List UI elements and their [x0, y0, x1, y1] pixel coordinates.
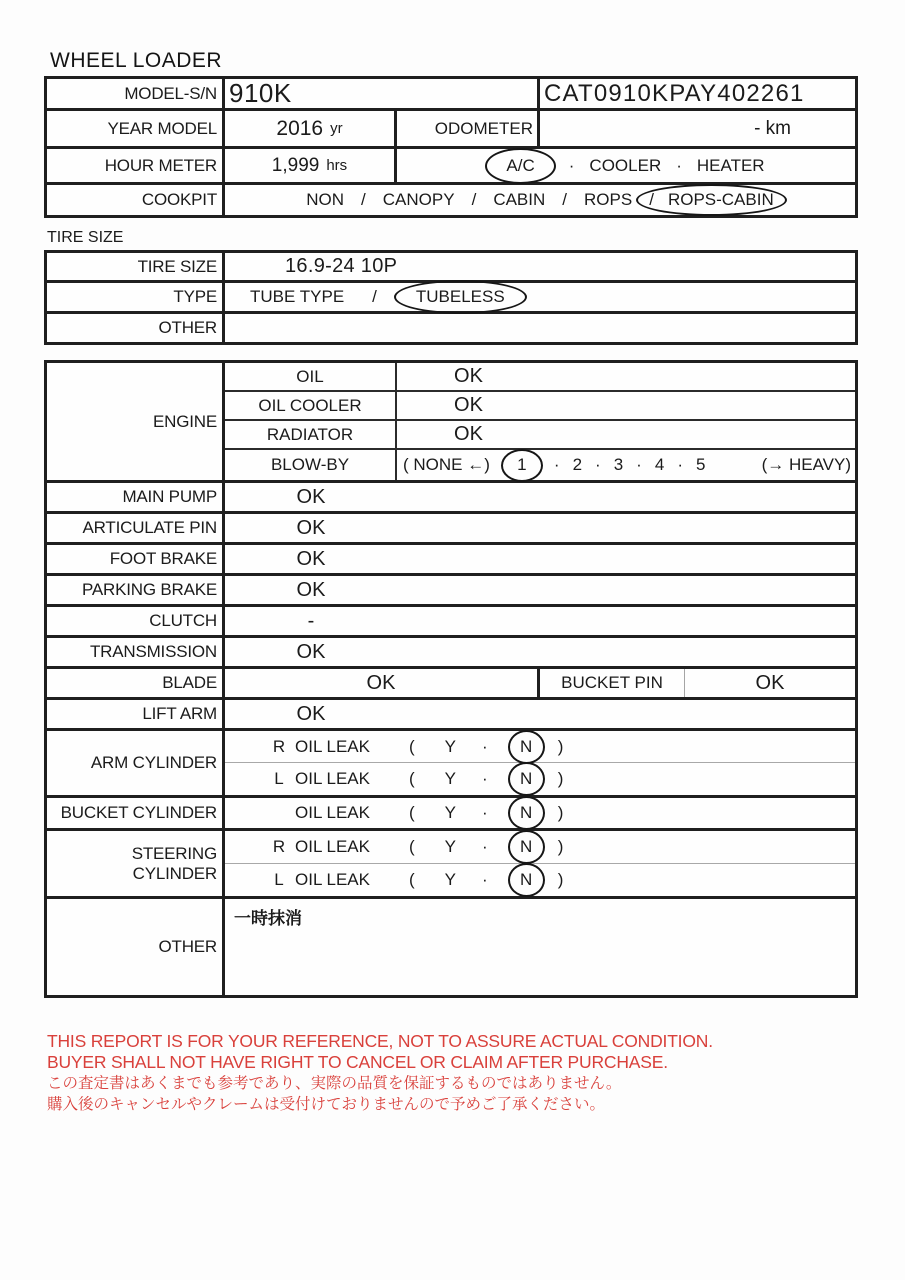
- blowby-heavy-label: (→ HEAVY): [761, 455, 851, 474]
- section-engine: [47, 363, 855, 483]
- disclaimer: [47, 1031, 713, 1115]
- paren-open: (: [409, 769, 415, 788]
- oil-value: OK: [454, 365, 483, 387]
- transmission-label: TRANSMISSION: [47, 638, 225, 666]
- row-transmission: [47, 638, 855, 669]
- blowby-5: 5: [695, 455, 706, 474]
- paren-close: ): [557, 769, 564, 788]
- option-non: NON: [306, 190, 345, 209]
- row-tire-type: [47, 283, 855, 314]
- separator-slash: /: [471, 190, 477, 209]
- model-value: 910K: [225, 79, 540, 108]
- oil-cooler-value: OK: [454, 394, 483, 416]
- tire-size-value: 16.9-24 10P: [285, 255, 398, 277]
- year-model-value: [225, 111, 397, 146]
- paren-open: (: [409, 837, 415, 856]
- option-yes: Y: [444, 736, 457, 756]
- engine-label: ENGINE: [47, 363, 225, 480]
- tire-other-value: [225, 314, 855, 342]
- row-blade: [47, 669, 855, 700]
- year-unit: yr: [330, 120, 343, 137]
- selected-circle-no: [508, 830, 545, 864]
- main-pump-value: OK: [296, 485, 326, 508]
- row-engine-radiator: [225, 421, 855, 450]
- oil-cooler-label: OIL COOLER: [225, 392, 397, 419]
- option-ac: A/C: [506, 155, 535, 175]
- foot-brake-value: OK: [296, 547, 326, 570]
- tire-section-label: TIRE SIZE: [47, 229, 124, 246]
- separator-dot: ·: [553, 455, 560, 474]
- selected-circle-blowby-1: [501, 449, 543, 482]
- separator-dot: ·: [482, 803, 488, 822]
- lift-arm-label: LIFT ARM: [47, 700, 225, 728]
- tire-type-label: TYPE: [47, 283, 225, 311]
- parking-brake-label: PARKING BRAKE: [47, 576, 225, 604]
- side-prefix: R: [272, 736, 286, 756]
- option-yes: Y: [444, 769, 457, 788]
- separator-dot: ·: [677, 455, 683, 474]
- option-tubeless: TUBELESS: [415, 287, 505, 306]
- row-engine-blowby: [225, 450, 855, 480]
- bucket-pin-value: OK: [755, 671, 785, 694]
- row-cockpit: [47, 185, 855, 215]
- row-engine-oil: [225, 363, 855, 392]
- selected-circle-ac: [485, 148, 555, 184]
- row-hour-climate: [47, 149, 855, 185]
- row-main-pump: [47, 483, 855, 514]
- option-no: N: [520, 803, 533, 822]
- transmission-value: OK: [296, 640, 326, 663]
- separator-slash: /: [562, 190, 568, 209]
- paren-open: (: [409, 870, 415, 889]
- separator-dot: ·: [568, 155, 575, 175]
- model-sn-label: MODEL-S/N: [47, 79, 225, 108]
- row-lift-arm: [47, 700, 855, 731]
- bucket-pin-label: BUCKET PIN: [540, 669, 685, 697]
- blowby-label: BLOW-BY: [225, 450, 397, 480]
- row-parking-brake: [47, 576, 855, 607]
- page-title: WHEEL LOADER: [50, 49, 223, 72]
- separator-slash: /: [361, 190, 366, 209]
- option-tube-type: TUBE TYPE: [250, 287, 345, 306]
- hours-value: 1,999: [271, 154, 320, 176]
- radiator-label: RADIATOR: [225, 421, 397, 448]
- option-rops-cabin: ROPS-CABIN: [667, 190, 774, 209]
- blowby-4: 4: [654, 455, 665, 474]
- disclaimer-line-en-2: BUYER SHALL NOT HAVE RIGHT TO CANCEL OR CLAIM AFTER PURCHASE.: [47, 1052, 668, 1072]
- selected-circle-no: [508, 762, 545, 796]
- option-no: N: [520, 769, 533, 788]
- odometer-label: ODOMETER: [397, 111, 540, 146]
- paren-close: ): [557, 870, 564, 889]
- option-no: N: [520, 870, 533, 889]
- option-cabin: CABIN: [493, 190, 546, 209]
- bucket-cylinder-label: BUCKET CYLINDER: [47, 798, 225, 828]
- section-bucket-cylinder: [47, 798, 855, 831]
- row-clutch: [47, 607, 855, 638]
- row-steering-cylinder-r: [225, 831, 855, 864]
- side-prefix: L: [274, 870, 284, 889]
- tire-size-label: TIRE SIZE: [47, 253, 225, 280]
- separator-dot: ·: [482, 736, 488, 756]
- cockpit-options: [225, 185, 855, 215]
- section-other: [47, 899, 855, 995]
- selected-circle-tubeless: [394, 280, 527, 314]
- oil-leak-label: OIL LEAK: [295, 837, 370, 856]
- option-yes: Y: [444, 870, 457, 889]
- parking-brake-value: OK: [296, 578, 326, 601]
- blowby-2: 2: [572, 455, 583, 474]
- hour-meter-value: [225, 149, 397, 182]
- oil-leak-label: OIL LEAK: [295, 870, 370, 889]
- blowby-scale: [397, 455, 855, 475]
- disclaimer-line-jp-2: 購入後のキャンセルやクレームは受付けておりませんので予めご了承ください。: [47, 1096, 606, 1113]
- option-heater: HEATER: [696, 155, 765, 175]
- row-arm-cylinder-r: [225, 731, 855, 763]
- blowby-none-label: ( NONE ←): [403, 455, 490, 474]
- row-model-sn: [47, 79, 855, 111]
- foot-brake-label: FOOT BRAKE: [47, 545, 225, 573]
- option-no: N: [520, 837, 533, 856]
- blade-value: OK: [225, 669, 540, 697]
- header-table: [44, 76, 858, 218]
- paren-close: ): [557, 803, 564, 822]
- separator-dot: ·: [482, 837, 488, 856]
- oil-leak-label: OIL LEAK: [295, 736, 370, 756]
- oil-leak-label: OIL LEAK: [295, 769, 370, 788]
- option-yes: Y: [444, 837, 457, 856]
- tire-type-options: [225, 283, 855, 311]
- hours-unit: hrs: [326, 157, 348, 174]
- arm-cylinder-label: ARM CYLINDER: [47, 731, 225, 795]
- blowby-3: 3: [613, 455, 624, 474]
- selected-circle-no: [508, 730, 545, 764]
- serial-number-value: CAT0910KPAY402261: [544, 79, 805, 107]
- row-tire-other: [47, 314, 855, 342]
- separator-slash: /: [372, 287, 377, 306]
- separator-dot: ·: [676, 155, 682, 175]
- clutch-value: -: [307, 609, 315, 632]
- cockpit-label: COOKPIT: [47, 185, 225, 215]
- row-arm-cylinder-l: [225, 763, 855, 795]
- main-pump-label: MAIN PUMP: [47, 483, 225, 511]
- odometer-value: - km: [754, 117, 791, 139]
- paren-close: ): [557, 837, 564, 856]
- paren-close: ): [557, 736, 564, 756]
- separator-dot: ·: [595, 455, 601, 474]
- tire-table: [44, 250, 858, 345]
- section-arm-cylinder: [47, 731, 855, 798]
- row-year-odometer: [47, 111, 855, 149]
- paren-open: (: [409, 736, 415, 756]
- disclaimer-line-jp-1: この査定書はあくまでも参考であり、実際の品質を保証するものではありません。: [47, 1075, 622, 1092]
- separator-dot: ·: [482, 870, 488, 889]
- option-yes: Y: [444, 803, 457, 822]
- blade-label: BLADE: [47, 669, 225, 697]
- articulate-pin-value: OK: [296, 516, 326, 539]
- row-foot-brake: [47, 545, 855, 576]
- oil-leak-label: OIL LEAK: [295, 803, 370, 822]
- row-engine-oil-cooler: [225, 392, 855, 421]
- disclaimer-line-en-1: THIS REPORT IS FOR YOUR REFERENCE, NOT TO ASSURE ACTUAL CONDITION.: [47, 1031, 713, 1051]
- tire-other-label: OTHER: [47, 314, 225, 342]
- row-bucket-cylinder: [225, 798, 855, 828]
- steering-cylinder-label: STEERING CYLINDER: [47, 831, 225, 896]
- side-prefix: L: [274, 769, 284, 788]
- paren-open: (: [409, 803, 415, 822]
- hour-meter-label: HOUR METER: [47, 149, 225, 182]
- other-value: 一時抹消: [234, 909, 302, 928]
- selected-circle-no: [508, 796, 545, 830]
- inspection-table: [44, 360, 858, 998]
- section-steering-cylinder: [47, 831, 855, 899]
- clutch-label: CLUTCH: [47, 607, 225, 635]
- lift-arm-value: OK: [296, 702, 326, 725]
- year-model-label: YEAR MODEL: [47, 111, 225, 146]
- blowby-selected: 1: [517, 455, 527, 474]
- row-tire-size: [47, 253, 855, 283]
- option-canopy: CANOPY: [382, 190, 455, 209]
- articulate-pin-label: ARTICULATE PIN: [47, 514, 225, 542]
- selected-circle-rops-cabin: [636, 184, 787, 216]
- option-rops: ROPS: [584, 190, 633, 209]
- year-value: 2016: [276, 116, 324, 140]
- option-cooler: COOLER: [589, 155, 662, 175]
- climate-options: [397, 149, 855, 182]
- oil-label: OIL: [225, 363, 397, 390]
- selected-circle-no: [508, 863, 545, 897]
- separator-dot: ·: [482, 769, 488, 788]
- row-steering-cylinder-l: [225, 864, 855, 896]
- row-articulate-pin: [47, 514, 855, 545]
- option-no: N: [520, 736, 533, 756]
- radiator-value: OK: [454, 423, 483, 445]
- other-label: OTHER: [47, 899, 225, 995]
- separator-slash: /: [649, 190, 654, 209]
- separator-dot: ·: [636, 455, 642, 474]
- side-prefix: R: [272, 837, 286, 856]
